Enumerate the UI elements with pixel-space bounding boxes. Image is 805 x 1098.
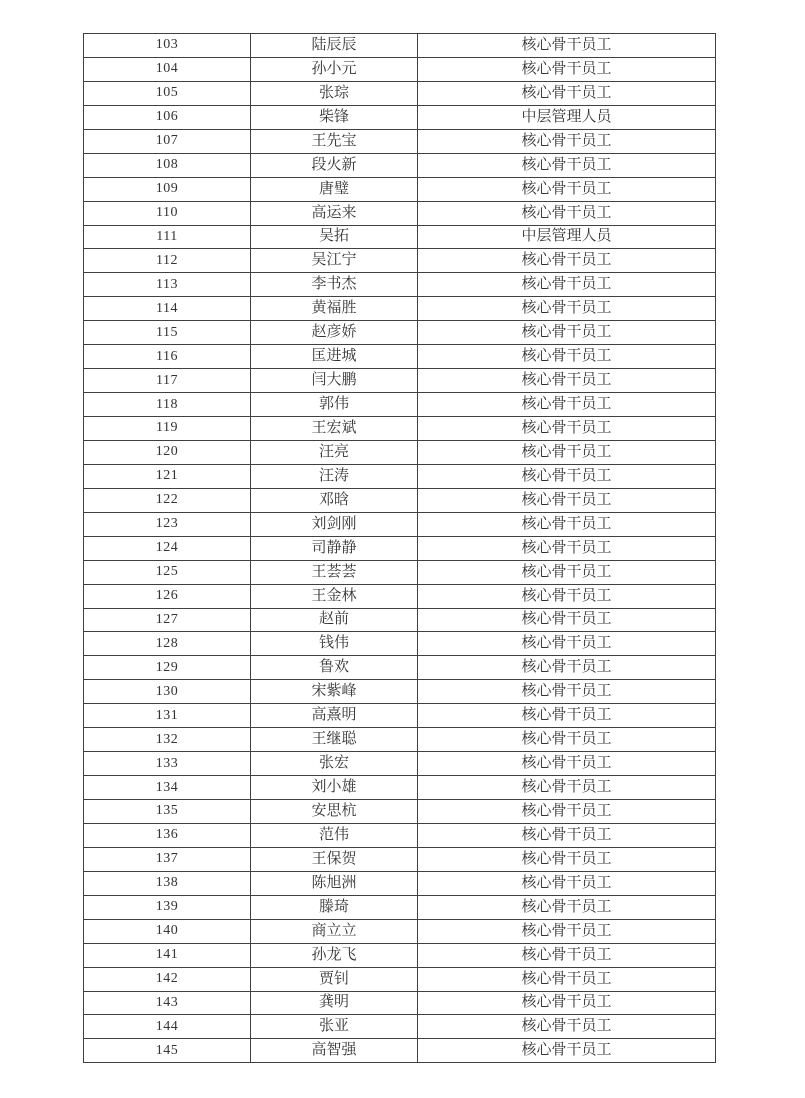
cell-employee-category: 核心骨干员工 <box>418 393 716 417</box>
cell-employee-name: 黄福胜 <box>251 297 418 321</box>
cell-row-number: 141 <box>84 943 251 967</box>
table-row <box>84 1039 716 1063</box>
cell-row-number: 125 <box>84 560 251 584</box>
cell-row-number: 126 <box>84 584 251 608</box>
cell-row-number: 106 <box>84 105 251 129</box>
cell-employee-name: 钱伟 <box>251 632 418 656</box>
table-row <box>84 488 716 512</box>
cell-row-number: 139 <box>84 895 251 919</box>
cell-row-number: 138 <box>84 871 251 895</box>
cell-row-number: 116 <box>84 345 251 369</box>
cell-employee-name: 高智强 <box>251 1039 418 1063</box>
cell-employee-category: 核心骨干员工 <box>418 1039 716 1063</box>
cell-employee-category: 核心骨干员工 <box>418 536 716 560</box>
cell-employee-category: 核心骨干员工 <box>418 847 716 871</box>
table-row <box>84 847 716 871</box>
cell-employee-name: 赵彦娇 <box>251 321 418 345</box>
table-row <box>84 345 716 369</box>
table-row <box>84 919 716 943</box>
cell-row-number: 140 <box>84 919 251 943</box>
cell-row-number: 144 <box>84 1015 251 1039</box>
cell-row-number: 114 <box>84 297 251 321</box>
cell-row-number: 121 <box>84 464 251 488</box>
cell-row-number: 113 <box>84 273 251 297</box>
cell-row-number: 128 <box>84 632 251 656</box>
cell-employee-name: 张琮 <box>251 81 418 105</box>
cell-employee-name: 李书杰 <box>251 273 418 297</box>
cell-employee-name: 范伟 <box>251 823 418 847</box>
table-row <box>84 201 716 225</box>
cell-employee-name: 滕琦 <box>251 895 418 919</box>
cell-row-number: 133 <box>84 752 251 776</box>
cell-employee-category: 核心骨干员工 <box>418 153 716 177</box>
cell-employee-name: 刘剑刚 <box>251 512 418 536</box>
cell-row-number: 124 <box>84 536 251 560</box>
table-row <box>84 943 716 967</box>
cell-employee-name: 孙小元 <box>251 57 418 81</box>
cell-employee-name: 柴锋 <box>251 105 418 129</box>
cell-employee-category: 核心骨干员工 <box>418 823 716 847</box>
cell-row-number: 143 <box>84 991 251 1015</box>
cell-employee-name: 汪涛 <box>251 464 418 488</box>
cell-row-number: 135 <box>84 800 251 824</box>
cell-employee-category: 中层管理人员 <box>418 105 716 129</box>
table-row <box>84 823 716 847</box>
cell-employee-category: 核心骨干员工 <box>418 512 716 536</box>
cell-row-number: 132 <box>84 728 251 752</box>
cell-employee-name: 闫大鹏 <box>251 369 418 393</box>
cell-employee-category: 核心骨干员工 <box>418 369 716 393</box>
cell-row-number: 107 <box>84 129 251 153</box>
table-row <box>84 297 716 321</box>
table-row <box>84 105 716 129</box>
cell-employee-name: 陆辰辰 <box>251 34 418 58</box>
cell-employee-category: 核心骨干员工 <box>418 57 716 81</box>
table-row <box>84 656 716 680</box>
table-row <box>84 417 716 441</box>
cell-employee-category: 核心骨干员工 <box>418 800 716 824</box>
cell-row-number: 115 <box>84 321 251 345</box>
table-row <box>84 776 716 800</box>
cell-employee-category: 核心骨干员工 <box>418 81 716 105</box>
cell-row-number: 105 <box>84 81 251 105</box>
cell-row-number: 117 <box>84 369 251 393</box>
cell-employee-name: 王先宝 <box>251 129 418 153</box>
cell-employee-name: 匡进城 <box>251 345 418 369</box>
cell-employee-name: 段火新 <box>251 153 418 177</box>
table-row <box>84 34 716 58</box>
cell-employee-name: 陈旭洲 <box>251 871 418 895</box>
table-row <box>84 177 716 201</box>
cell-employee-category: 核心骨干员工 <box>418 273 716 297</box>
cell-employee-category: 核心骨干员工 <box>418 608 716 632</box>
cell-employee-name: 张宏 <box>251 752 418 776</box>
cell-row-number: 134 <box>84 776 251 800</box>
table-row <box>84 129 716 153</box>
cell-employee-name: 贾钊 <box>251 967 418 991</box>
cell-employee-category: 核心骨干员工 <box>418 656 716 680</box>
cell-employee-category: 核心骨干员工 <box>418 177 716 201</box>
cell-employee-category: 核心骨干员工 <box>418 704 716 728</box>
employee-roster-table <box>83 33 716 1063</box>
cell-row-number: 112 <box>84 249 251 273</box>
cell-row-number: 108 <box>84 153 251 177</box>
cell-row-number: 130 <box>84 680 251 704</box>
table-row <box>84 560 716 584</box>
cell-row-number: 129 <box>84 656 251 680</box>
cell-employee-name: 唐璧 <box>251 177 418 201</box>
table-row <box>84 608 716 632</box>
table-row <box>84 871 716 895</box>
cell-employee-category: 核心骨干员工 <box>418 584 716 608</box>
table-row <box>84 895 716 919</box>
table-row <box>84 632 716 656</box>
cell-employee-category: 核心骨干员工 <box>418 201 716 225</box>
table-row <box>84 440 716 464</box>
cell-employee-category: 核心骨干员工 <box>418 895 716 919</box>
table-row <box>84 991 716 1015</box>
table-row <box>84 584 716 608</box>
cell-employee-category: 核心骨干员工 <box>418 321 716 345</box>
cell-employee-category: 核心骨干员工 <box>418 129 716 153</box>
cell-employee-name: 高运来 <box>251 201 418 225</box>
cell-employee-name: 吴拓 <box>251 225 418 249</box>
table-row <box>84 680 716 704</box>
cell-employee-category: 核心骨干员工 <box>418 297 716 321</box>
table-row <box>84 273 716 297</box>
cell-employee-category: 核心骨干员工 <box>418 1015 716 1039</box>
cell-employee-category: 核心骨干员工 <box>418 752 716 776</box>
cell-row-number: 123 <box>84 512 251 536</box>
cell-employee-category: 核心骨干员工 <box>418 560 716 584</box>
table-row <box>84 57 716 81</box>
cell-employee-name: 王金林 <box>251 584 418 608</box>
cell-employee-name: 高熹明 <box>251 704 418 728</box>
cell-employee-name: 司静静 <box>251 536 418 560</box>
cell-employee-category: 核心骨干员工 <box>418 871 716 895</box>
cell-employee-name: 王宏斌 <box>251 417 418 441</box>
cell-row-number: 104 <box>84 57 251 81</box>
table-row <box>84 1015 716 1039</box>
cell-employee-category: 核心骨干员工 <box>418 440 716 464</box>
cell-row-number: 142 <box>84 967 251 991</box>
cell-row-number: 122 <box>84 488 251 512</box>
table-row <box>84 81 716 105</box>
table-row <box>84 393 716 417</box>
cell-row-number: 145 <box>84 1039 251 1063</box>
cell-employee-name: 吴江宁 <box>251 249 418 273</box>
cell-employee-name: 孙龙飞 <box>251 943 418 967</box>
cell-row-number: 119 <box>84 417 251 441</box>
cell-employee-name: 郭伟 <box>251 393 418 417</box>
cell-employee-name: 商立立 <box>251 919 418 943</box>
cell-employee-category: 核心骨干员工 <box>418 632 716 656</box>
cell-employee-category: 核心骨干员工 <box>418 345 716 369</box>
cell-row-number: 136 <box>84 823 251 847</box>
table-row <box>84 967 716 991</box>
cell-employee-name: 刘小雄 <box>251 776 418 800</box>
cell-employee-category: 核心骨干员工 <box>418 967 716 991</box>
cell-employee-category: 核心骨干员工 <box>418 991 716 1015</box>
table-row <box>84 249 716 273</box>
table-row <box>84 536 716 560</box>
cell-employee-name: 龚明 <box>251 991 418 1015</box>
cell-row-number: 109 <box>84 177 251 201</box>
cell-employee-category: 中层管理人员 <box>418 225 716 249</box>
cell-employee-name: 安思杭 <box>251 800 418 824</box>
cell-employee-name: 王保贺 <box>251 847 418 871</box>
cell-employee-category: 核心骨干员工 <box>418 249 716 273</box>
cell-row-number: 131 <box>84 704 251 728</box>
cell-employee-category: 核心骨干员工 <box>418 34 716 58</box>
cell-employee-name: 王荟荟 <box>251 560 418 584</box>
cell-row-number: 127 <box>84 608 251 632</box>
cell-row-number: 118 <box>84 393 251 417</box>
cell-employee-name: 鲁欢 <box>251 656 418 680</box>
cell-row-number: 137 <box>84 847 251 871</box>
cell-employee-category: 核心骨干员工 <box>418 776 716 800</box>
table-row <box>84 369 716 393</box>
table-row <box>84 752 716 776</box>
cell-employee-category: 核心骨干员工 <box>418 417 716 441</box>
table-row <box>84 464 716 488</box>
cell-employee-category: 核心骨干员工 <box>418 680 716 704</box>
cell-row-number: 120 <box>84 440 251 464</box>
table-row <box>84 800 716 824</box>
table-row <box>84 153 716 177</box>
cell-employee-category: 核心骨干员工 <box>418 488 716 512</box>
table-row <box>84 225 716 249</box>
table-row <box>84 512 716 536</box>
cell-employee-category: 核心骨干员工 <box>418 943 716 967</box>
table-row <box>84 704 716 728</box>
cell-row-number: 111 <box>84 225 251 249</box>
cell-employee-category: 核心骨干员工 <box>418 464 716 488</box>
table-row <box>84 728 716 752</box>
cell-row-number: 110 <box>84 201 251 225</box>
cell-row-number: 103 <box>84 34 251 58</box>
cell-employee-name: 宋紫峰 <box>251 680 418 704</box>
table-body <box>84 34 716 1063</box>
cell-employee-name: 邓晗 <box>251 488 418 512</box>
cell-employee-name: 汪亮 <box>251 440 418 464</box>
cell-employee-name: 王继聪 <box>251 728 418 752</box>
cell-employee-category: 核心骨干员工 <box>418 728 716 752</box>
cell-employee-name: 赵前 <box>251 608 418 632</box>
cell-employee-name: 张亚 <box>251 1015 418 1039</box>
cell-employee-category: 核心骨干员工 <box>418 919 716 943</box>
table-row <box>84 321 716 345</box>
